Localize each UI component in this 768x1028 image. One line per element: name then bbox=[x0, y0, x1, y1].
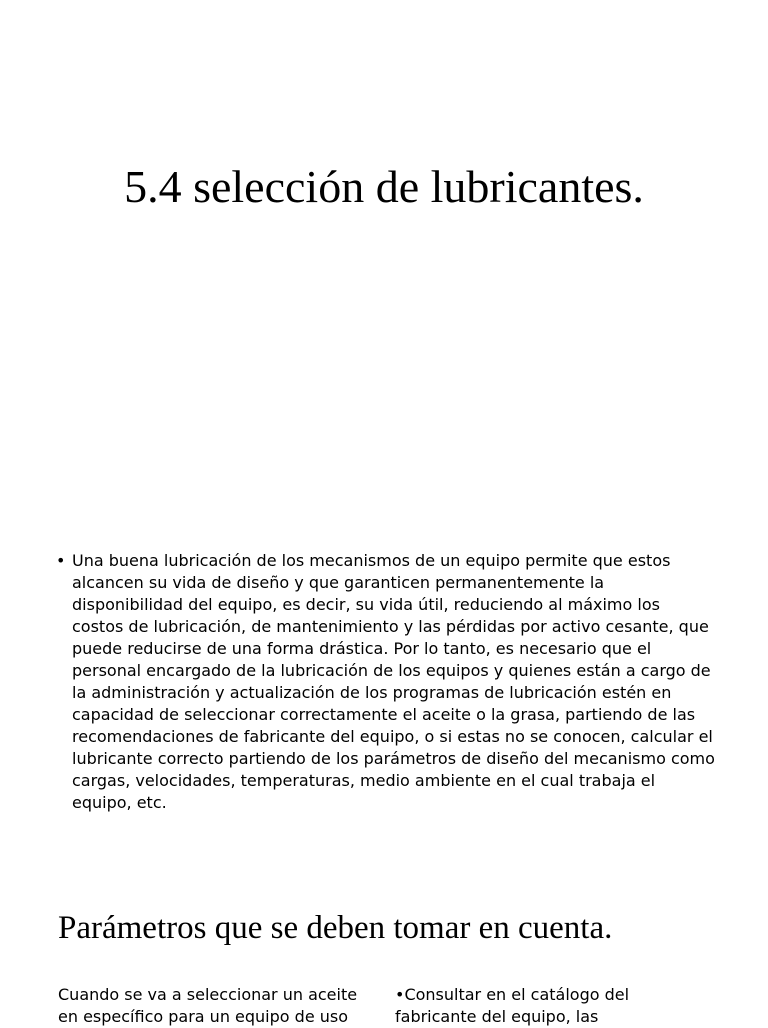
bullet-marker: • bbox=[56, 551, 66, 570]
right-column-text: •Consultar en el catálogo del fabricante del equipo, las bbox=[395, 985, 630, 1026]
left-column-text: Cuando se va a seleccionar un aceite en específico para un equipo de uso bbox=[58, 985, 358, 1026]
bullet-text: Una buena lubricación de los mecanismos de un equipo permite que estos alcancen su vida de diseño y que garanticen permanentemente la disponibilidad del equipo, es decir, su vida útil, reduciendo al máximo los costos de lubricación, de mantenimiento y las pérdidas por activo cesante, que puede reducirse de una forma drástica. Por lo tanto, es necesario que el personal encargado de la lubricación de los equipos y quienes están a cargo de la administración y actualización de los programas de lubricación estén en capacidad de seleccionar correctamente el aceite o la grasa, partiendo de las recomendaciones de fabricante del equipo, o si estas no se conocen, calcular el lubricante correcto partiendo de los parámetros de diseño del mecanismo como cargas, velocidades, temperaturas, medio ambiente en el cual trabaja el equipo, etc. bbox=[72, 551, 715, 812]
section-heading: Parámetros que se deben tomar en cuenta. bbox=[58, 910, 613, 946]
slide-title: 5.4 selección de lubricantes. bbox=[124, 161, 644, 212]
bullet-paragraph bbox=[56, 550, 716, 814]
